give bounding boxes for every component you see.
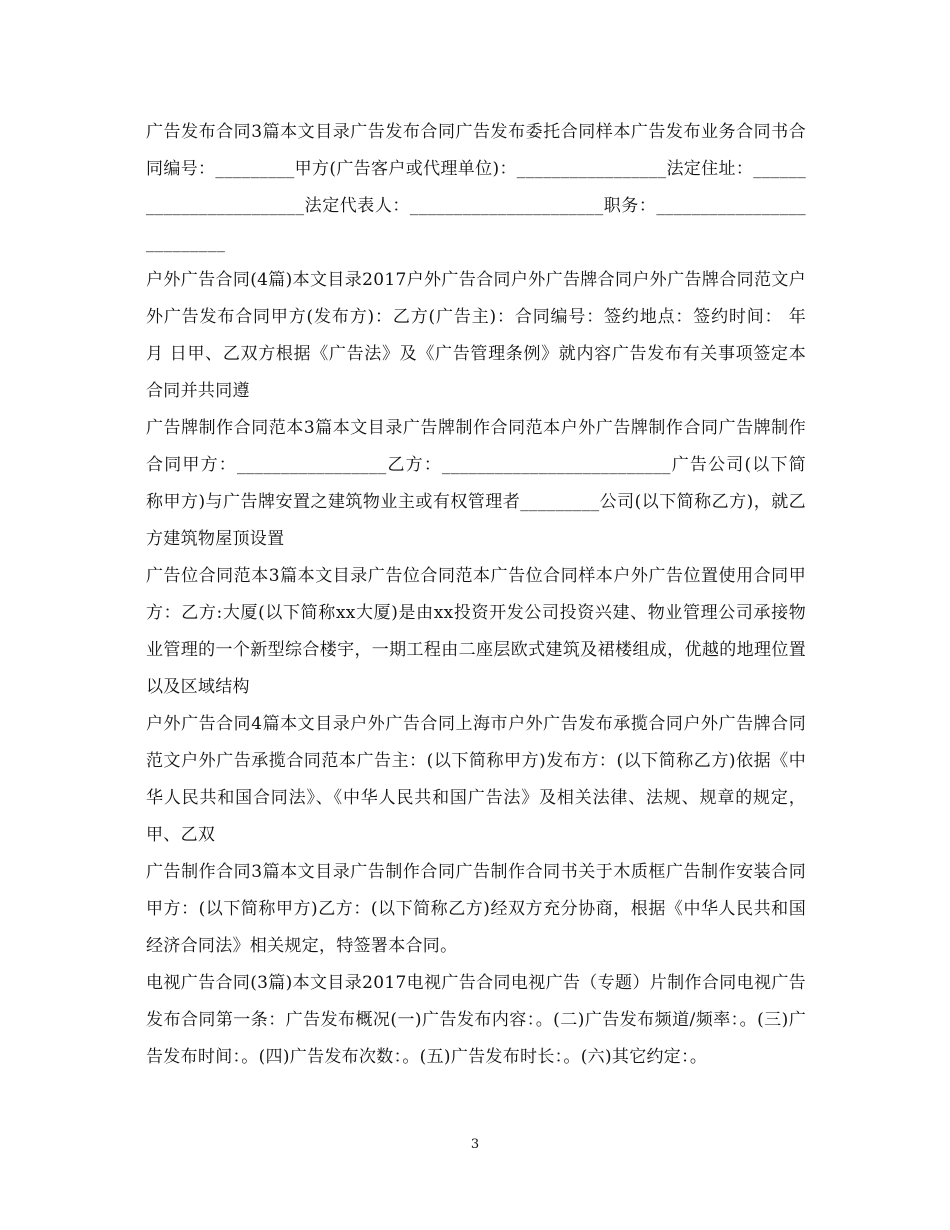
paragraph-billboard-production-contract: 广告牌制作合同范本3篇本文目录广告牌制作合同范本户外广告牌制作合同广告牌制作合同甲方：_________________乙方：__________________________广告公司(以下简称甲方)与广告牌安置之建筑物业主或有权管理者_________公司(以下简称乙方)，就乙方建筑物屋顶设置 xyxy=(146,418,806,549)
page-number: 3 xyxy=(470,1137,480,1152)
paragraph-ad-publishing-contract: 广告发布合同3篇本文目录广告发布合同广告发布委托合同样本广告发布业务合同书合同编号：_________甲方(广告客户或代理单位)：_________________法定住址：________________________法定代表人：______________________职务：__________________________ xyxy=(146,122,806,253)
paragraph-outdoor-ad-contract-4: 户外广告合同(4篇)本文目录2017户外广告合同户外广告牌合同户外广告牌合同范文户外广告发布合同甲方(发布方)：乙方(广告主)：合同编号：签约地点：签约时间： 年 月 日甲、乙双方根据《广告法》及《广告管理条例》就内容广告发布有关事项签定本合同并共同遵 xyxy=(146,270,806,401)
document-body xyxy=(146,114,806,1076)
paragraph-outdoor-ad-contract-4b: 户外广告合同4篇本文目录户外广告合同上海市户外广告发布承揽合同户外广告牌合同范文户外广告承揽合同范本广告主：(以下简称甲方)发布方：(以下简称乙方)依据《中华人民共和国合同法》、《中华人民共和国广告法》及相关法律、法规、规章的规定，甲、乙双 xyxy=(146,714,806,845)
paragraph-ad-production-contract: 广告制作合同3篇本文目录广告制作合同广告制作合同书关于木质框广告制作安装合同甲方：(以下简称甲方)乙方：(以下简称乙方)经双方充分协商，根据《中华人民共和国经济合同法》相关规定，特签署本合同。 xyxy=(146,862,806,956)
paragraph-ad-space-contract: 广告位合同范本3篇本文目录广告位合同范本广告位合同样本户外广告位置使用合同甲方：乙方:大厦(以下简称xx大厦)是由xx投资开发公司投资兴建、物业管理公司承接物业管理的一个新型综合楼宇，一期工程由二座层欧式建筑及裙楼组成，优越的地理位置以及区域结构 xyxy=(146,566,806,697)
paragraph-tv-ad-contract: 电视广告合同(3篇)本文目录2017电视广告合同电视广告（专题）片制作合同电视广告发布合同第一条：广告发布概况(一)广告发布内容：。(二)广告发布频道/频率：。(三)广告发布时间：。(四)广告发布次数：。(五)广告发布时长：。(六)其它约定：。 xyxy=(146,973,806,1067)
